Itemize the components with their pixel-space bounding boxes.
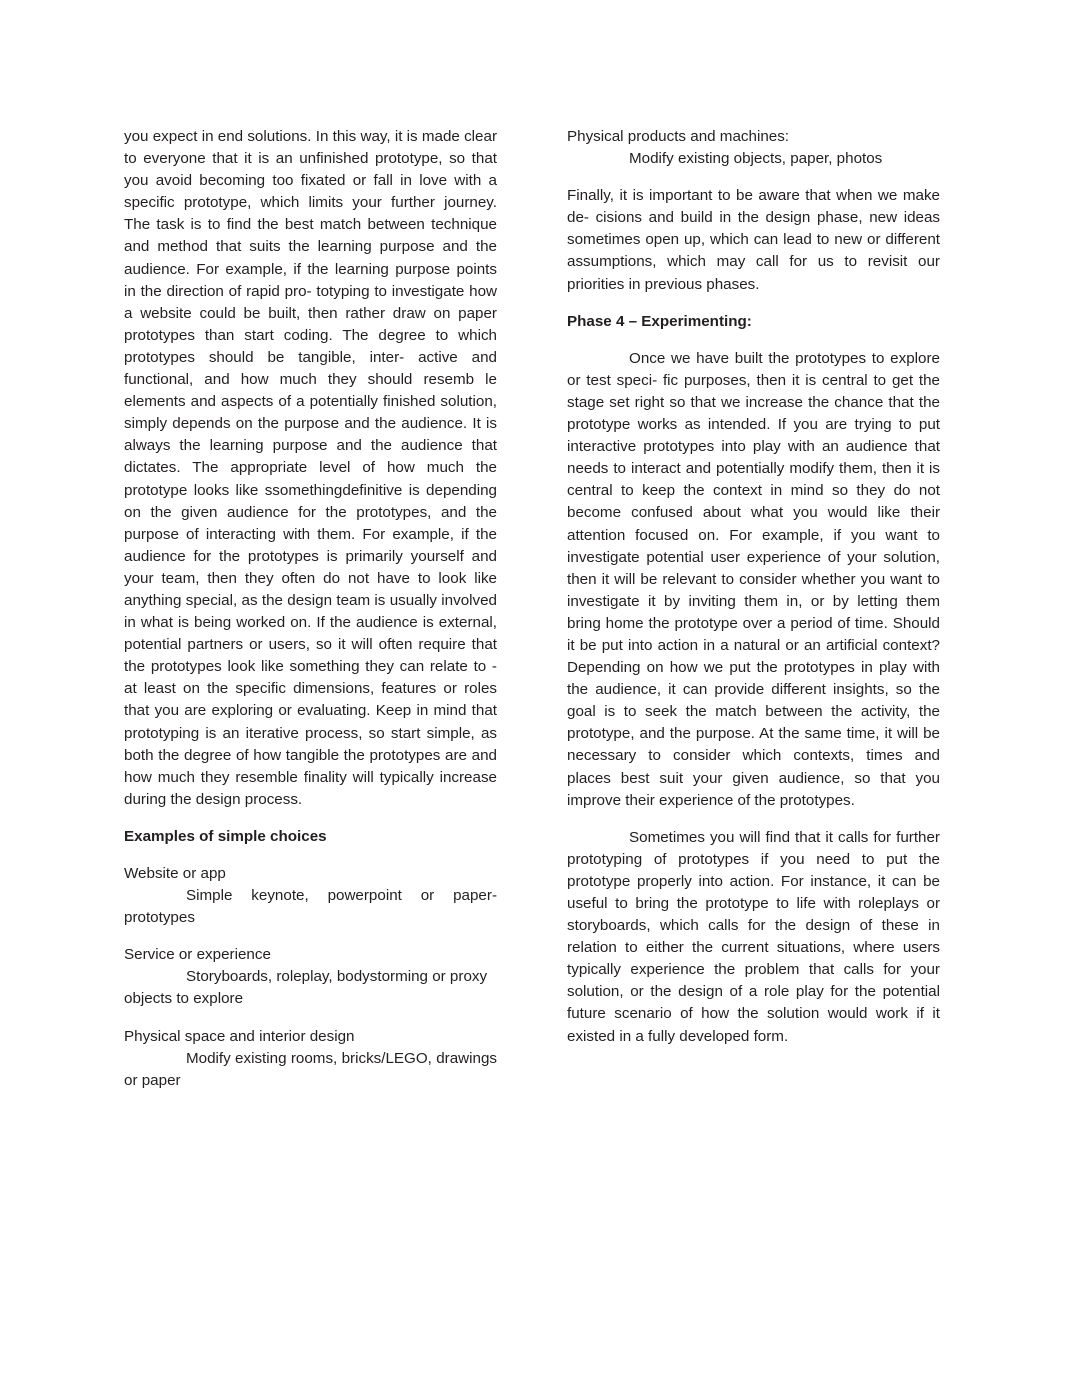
paragraph-sometimes: Sometimes you will find that it calls for further prototyping of prototypes if you need to put the prototype properly into action. For instance, it can be useful to bring the prototype to life with roleplays or storyboards, which calls for the design of these in relation to either the current situations, where users typically experience the problem that calls for your solution, or the design of a role play for the potential future scenario of how the solution would work if it existed in a fully developed form. — [567, 828, 940, 1045]
example-term: Physical space and interior design — [124, 1027, 355, 1045]
paragraph-once-we-have-built: Once we have built the prototypes to explore or test speci- fic purposes, then it is central to get the stage set right so that we increase the chance that the prototype works as intended. If you are trying to put interactive prototypes into play with an audience that needs to interact and potentially modify them, then it is central to keep the context in mind so they do not become confused about what you would like their attention focused on. For example, if you want to investigate potential user experience of your solution, then it will be relevant to consider whether you want to investigate it by inviting them in, or by letting them bring home the prototype over a period of time. Should it be put into action in a natural or an artificial context? Depending on how we put the prototypes in play with the audience, it can provide different insights, so the goal is to seek the match between the activity, the prototype, and the purpose. At the same time, it will be necessary to consider which contexts, times and places best suit your given audience, so that you improve their experience of the prototypes. — [567, 349, 940, 809]
paragraph-finally: Finally, it is important to be aware that when we make de- cisions and build in the design phase, new ideas sometimes open up, which can lead to new or different assumptions, which may call for us to revisit our priorities in previous phases. — [567, 187, 940, 293]
section-heading-phase-4: Phase 4 – Experimenting: — [567, 312, 752, 330]
paragraph-continuation: you expect in end solutions. In this way, it is made clear to everyone that it is an unfinished prototype, so that you avoid becoming too fixated or fall in love with a specific prototype, which limits your further journey. The task is to find the best match between technique and method that suits the learning purpose and the audience. For example, if the learning purpose points in the direction of rapid pro- totyping to investigate how a website could be built, then rather draw on paper prototypes than start coding. The degree to which prototypes should be tangible, inter- active and functional, and how much they should resemb le elements and aspects of a potentially finished solution, simply depends on the purpose and the audience. It is always the learning purpose and the audience that dictates. The appropriate level of how much the prototype looks like ssomethingdefinitive is depending on the given audience for the prototypes, and the purpose of interacting with them. For example, if the audience for the prototypes is primarily yourself and your team, then they often do not have to look like anything special, as the design team is usually involved in what is being worked on. If the audience is external, potential partners or users, so it will often require that the prototypes look like something they can relate to - at least on the specific dimensions, features or roles that you are exploring or evaluating. Keep in mind that prototyping is an iterative process, so start simple, as both the degree of how tangible the prototypes are and how much they resemble finality will typically increase during the design process. — [124, 128, 497, 808]
example-description: Simple keynote, powerpoint or paper-prototypes — [124, 887, 497, 927]
example-term: Physical products and machines: — [567, 128, 790, 145]
section-heading-examples: Examples of simple choices — [124, 827, 327, 845]
left-column — [124, 126, 497, 1092]
example-description: Storyboards, roleplay, bodystorming or proxy objects to explore — [124, 968, 488, 1008]
right-column — [567, 126, 940, 1048]
example-item-physical-products — [567, 126, 940, 170]
example-item-service — [124, 944, 497, 1010]
example-term: Service or experience — [124, 946, 271, 964]
example-term: Website or app — [124, 865, 226, 882]
two-column-body — [124, 126, 940, 1092]
example-description: Modify existing rooms, bricks/LEGO, drawings or paper — [124, 1049, 497, 1089]
example-item-website — [124, 863, 497, 929]
example-item-physical-space — [124, 1026, 497, 1092]
example-description: Modify existing objects, paper, photos — [629, 150, 883, 168]
